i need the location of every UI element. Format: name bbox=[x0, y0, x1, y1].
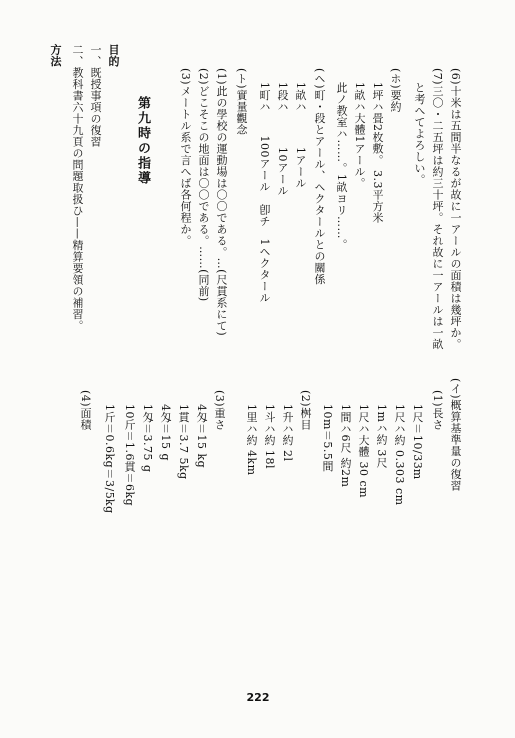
text-line: 1升ハ約 2l bbox=[281, 404, 294, 462]
text-line: 10斤＝1.6貫＝6kg bbox=[123, 404, 136, 507]
text-line: 10m＝5.5間 bbox=[321, 404, 334, 472]
text-line: 一、既授事項の復習 bbox=[89, 44, 102, 148]
text-line: (イ)概算基準量の復習 bbox=[449, 378, 462, 492]
text-line: 1町ハ 100アール 卽チ 1ヘクタール bbox=[258, 82, 271, 304]
text-line: 二、教科書六十九頁の問題取扱ひ——精算要領の補習。 bbox=[71, 44, 84, 332]
text-line: (1)此の學校の運動場は〇〇である。…(尺貫系にて) bbox=[215, 68, 228, 337]
text-line: 4匁＝15 g bbox=[159, 404, 172, 462]
text-line: 目的 bbox=[107, 44, 120, 67]
fraction-unit: m bbox=[411, 468, 424, 480]
text-line-fraction bbox=[104, 404, 115, 514]
text-line: 1匁＝3.75 g bbox=[141, 404, 154, 473]
fraction: 3/5 bbox=[103, 479, 116, 499]
text-line: (ホ)要約 bbox=[389, 68, 402, 113]
text-line: 1里ハ約 4km bbox=[245, 404, 258, 476]
section-heading: 第九時の指導 bbox=[135, 96, 150, 186]
text-line: (1)長さ bbox=[431, 390, 444, 431]
fraction-unit: kg bbox=[103, 498, 116, 514]
text-line: (7)三〇・二五坪は約三十坪。それ故に一アールは一畝 bbox=[431, 68, 444, 350]
text-line: 此ノ教室ハ……。1畝ヨリ……。 bbox=[335, 82, 348, 251]
text-line: (ト)實量觀念 bbox=[235, 68, 248, 136]
text-line: (ヘ)町・段とアール、ヘクタールとの關係 bbox=[313, 68, 326, 285]
fraction-denominator: 5 bbox=[103, 491, 116, 499]
text-line: (3)重さ bbox=[213, 390, 226, 431]
text-line: (2)どこそこの地面は〇〇である。……(同前) bbox=[197, 68, 210, 302]
text-line: 1坪ハ畳2枚敷。 3.3平方米 bbox=[371, 82, 384, 224]
text-line: (3)メートル系で言へば各何程か。 bbox=[179, 68, 192, 247]
text-line: 1間ハ6尺 約2m bbox=[339, 404, 352, 488]
fraction-denominator: 33 bbox=[411, 453, 424, 469]
fraction-numerator: 10 bbox=[411, 434, 424, 450]
text-line: 1斗ハ約 18l bbox=[263, 404, 276, 470]
text-line: 1貫＝3.7 5kg bbox=[177, 404, 190, 480]
page-number: 222 bbox=[246, 691, 270, 704]
text-line: 1mハ約 3尺 bbox=[375, 404, 388, 469]
text-line: 1尺ハ約 0.303 cm bbox=[393, 404, 406, 506]
fraction-prefix: 1尺＝ bbox=[411, 404, 424, 435]
text-line: 方法 bbox=[49, 44, 62, 67]
text-line: 1畝ハ大體1アール。 bbox=[353, 82, 366, 189]
text-line: (6)十米は五間半なるが故に一アールの面積は幾坪か。 bbox=[449, 68, 462, 350]
text-line-fraction bbox=[412, 404, 423, 480]
text-line: と考へてよろしい。 bbox=[413, 82, 426, 186]
fraction: 10/33 bbox=[411, 434, 424, 469]
text-line: 4匁＝15 kg bbox=[195, 404, 208, 469]
text-line: 1段ハ 10アール bbox=[276, 82, 289, 197]
fraction-prefix: 1斤＝0.6kg＝ bbox=[103, 404, 116, 480]
text-line: 1尺ハ大體 30 cm bbox=[357, 404, 370, 499]
text-line: 1畝ハ 1アール bbox=[294, 82, 307, 189]
fraction-numerator: 3 bbox=[103, 479, 116, 488]
text-line: (2)桝目 bbox=[299, 390, 312, 431]
text-line: (4)面積 bbox=[79, 390, 92, 431]
